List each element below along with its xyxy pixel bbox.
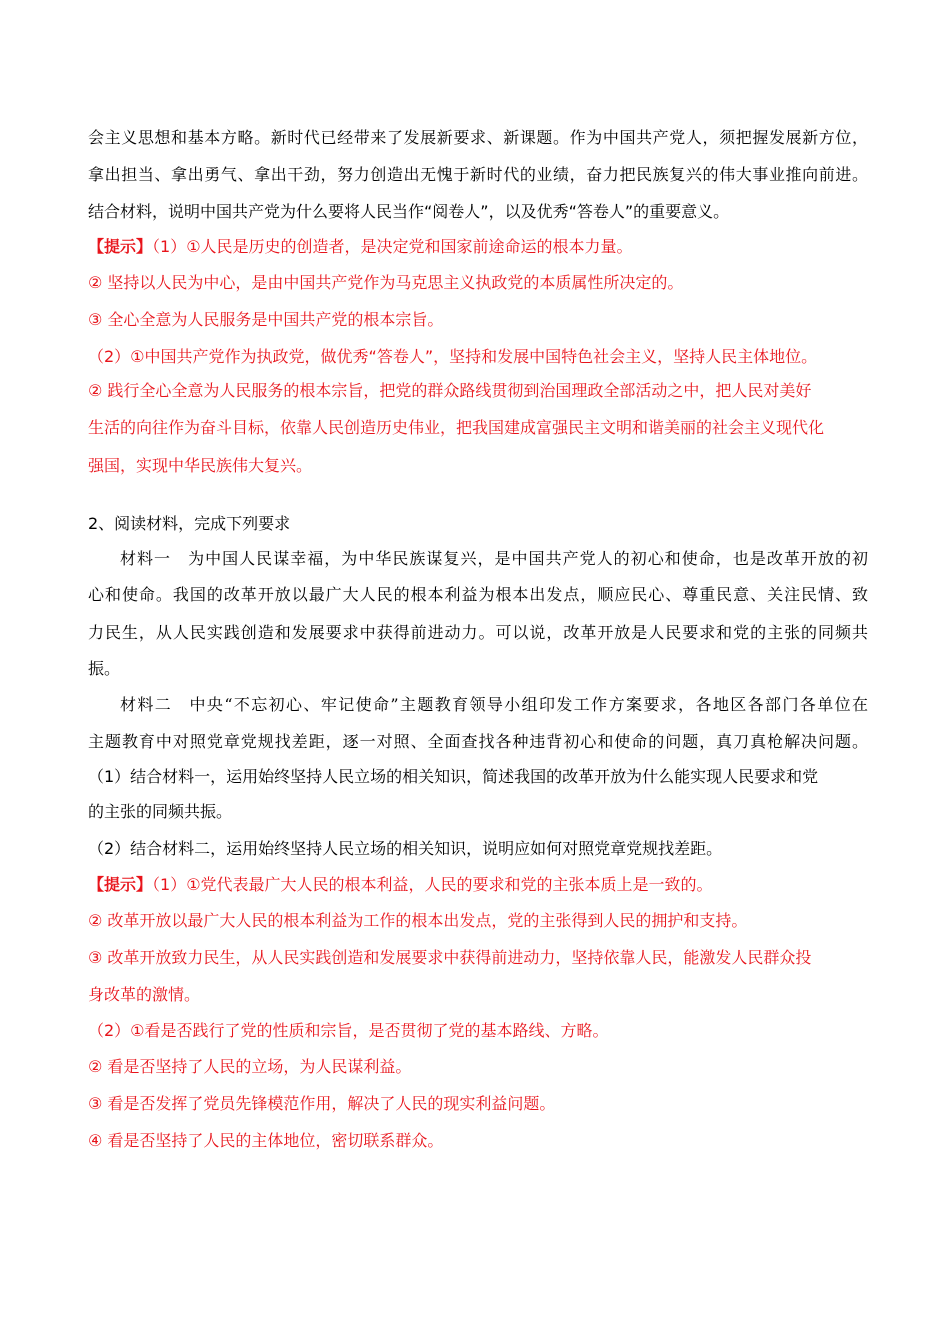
q2-material-1-line-1: 材料一 为中国人民谋幸福，为中华民族谋复兴，是中国共产党人的初心和使命，也是改革开放的初 <box>120 549 868 568</box>
q1-material-line-1: 会主义思想和基本方略。新时代已经带来了发展新要求、新课题。作为中国共产党人，须把握发展新方位， <box>88 128 868 147</box>
q2-sub-question-1-b: 的主张的同频共振。 <box>88 802 233 821</box>
q2-sub-question-2: （2）结合材料二，运用始终坚持人民立场的相关知识，说明应如何对照党章党规找差距。 <box>88 839 723 858</box>
q2-hint-2-3: ③ 看是否发挥了党员先锋模范作用，解决了人民的现实利益问题。 <box>88 1094 556 1113</box>
q1-hint-1-3: ③ 全心全意为人民服务是中国共产党的根本宗旨。 <box>88 310 444 329</box>
q1-hint-2-1: （2）①中国共产党作为执政党，做优秀“答卷人”，坚持和发展中国特色社会主义，坚持人民主体地位。 <box>88 347 818 366</box>
q2-hint-2-2: ② 看是否坚持了人民的立场，为人民谋利益。 <box>88 1057 412 1076</box>
q1-material-line-2: 拿出担当、拿出勇气、拿出干劲，努力创造出无愧于新时代的业绩，奋力把民族复兴的伟大事业推向前进。 <box>88 165 868 184</box>
q1-hint-1-2: ② 坚持以人民为中心，是由中国共产党作为马克思主义执政党的本质属性所决定的。 <box>88 273 684 292</box>
q1-hint-2-2-a: ② 践行全心全意为人民服务的根本宗旨，把党的群众路线贯彻到治国理政全部活动之中，把人民对美好 <box>88 381 812 400</box>
q1-hint-2-2-c: 强国，实现中华民族伟大复兴。 <box>88 456 313 475</box>
q2-hint-1-3-a: ③ 改革开放致力民生，从人民实践创造和发展要求中获得前进动力，坚持依靠人民，能激发人民群众投 <box>88 948 812 967</box>
q2-material-1-line-4: 振。 <box>88 659 121 678</box>
q2-hint-1-3-b: 身改革的激情。 <box>88 985 201 1004</box>
q2-material-2-line-1: 材料二 中央“不忘初心、牢记使命”主题教育领导小组印发工作方案要求，各地区各部门各单位在 <box>120 695 868 714</box>
q1-hint-tag: 【提示】 <box>88 237 153 256</box>
q2-material-1-line-2: 心和使命。我国的改革开放以最广大人民的根本利益为根本出发点，顺应民心、尊重民意、关注民情、致 <box>88 585 868 604</box>
q2-title: 2、阅读材料，完成下列要求 <box>88 514 291 533</box>
q2-hint-1-2: ② 改革开放以最广大人民的根本利益为工作的根本出发点，党的主张得到人民的拥护和支持。 <box>88 911 748 930</box>
q1-hint-1-1: （1）①人民是历史的创造者，是决定党和国家前途命运的根本力量。 <box>152 237 633 256</box>
q1-hint-line-1 <box>88 236 868 258</box>
q1-question: 结合材料，说明中国共产党为什么要将人民当作“阅卷人”，以及优秀“答卷人”的重要意义。 <box>88 202 730 221</box>
q2-hint-2-4: ④ 看是否坚持了人民的主体地位，密切联系群众。 <box>88 1131 444 1150</box>
q2-material-1-line-3: 力民生，从人民实践创造和发展要求中获得前进动力。可以说，改革开放是人民要求和党的主张的同频共 <box>88 623 868 642</box>
q2-hint-1-1: （1）①党代表最广大人民的根本利益，人民的要求和党的主张本质上是一致的。 <box>152 875 713 894</box>
q2-material-2-line-2: 主题教育中对照党章党规找差距，逐一对照、全面查找各种违背初心和使命的问题，真刀真枪解决问题。 <box>88 732 868 751</box>
q2-hint-2-1: （2）①看是否践行了党的性质和宗旨，是否贯彻了党的基本路线、方略。 <box>88 1021 609 1040</box>
q2-hint-line-1 <box>88 874 868 896</box>
q2-sub-question-1-a: （1）结合材料一，运用始终坚持人民立场的相关知识，简述我国的改革开放为什么能实现人民要求和党 <box>88 767 819 786</box>
q1-hint-2-2-b: 生活的向往作为奋斗目标，依靠人民创造历史伟业，把我国建成富强民主文明和谐美丽的社会主义现代化 <box>88 418 825 437</box>
q2-hint-tag: 【提示】 <box>88 875 153 894</box>
